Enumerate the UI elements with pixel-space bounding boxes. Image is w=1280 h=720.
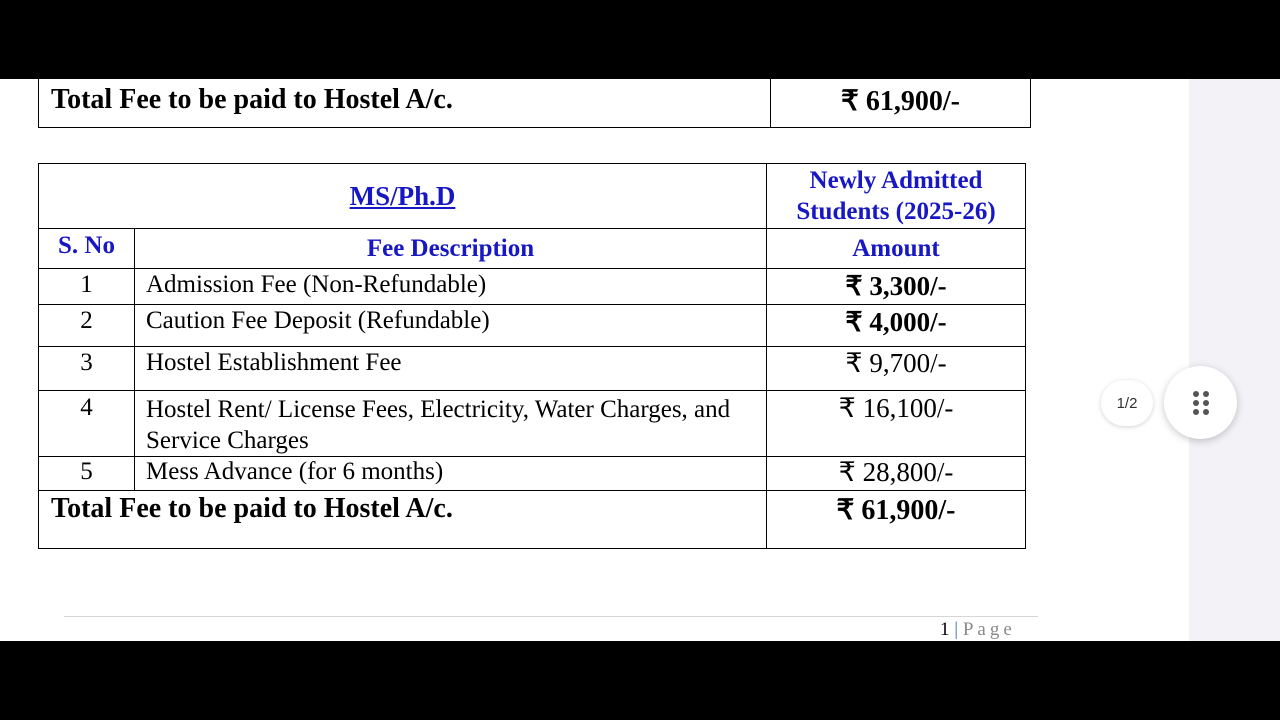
table-row: [39, 347, 1026, 391]
amount-cell: ₹ 4,000/-: [767, 305, 1026, 347]
total-label: Total Fee to be paid to Hostel A/c.: [39, 79, 771, 128]
amount-cell: ₹ 28,800/-: [767, 457, 1026, 491]
page-separator: |: [954, 619, 959, 640]
total-amount: ₹ 61,900/-: [767, 491, 1026, 549]
document-page: [0, 79, 1189, 641]
viewer-menu-button[interactable]: [1164, 366, 1237, 439]
program-header-cell: [39, 164, 767, 229]
page-footer: [940, 619, 1016, 641]
document-viewer[interactable]: [0, 79, 1280, 641]
table-row: [39, 491, 1026, 549]
amount-cell: ₹ 16,100/-: [767, 391, 1026, 457]
table-row: [39, 164, 1026, 229]
sno-cell: 4: [39, 391, 135, 457]
table-row: [39, 79, 1031, 128]
sno-header: S. No: [39, 229, 135, 269]
viewer-side-panel: [1189, 79, 1280, 641]
table-row: [39, 229, 1026, 269]
description-cell: Hostel Establishment Fee: [135, 347, 767, 391]
previous-fee-table: [38, 79, 1031, 128]
page-indicator[interactable]: 1/2: [1101, 380, 1153, 426]
description-cell: Mess Advance (for 6 months): [135, 457, 767, 491]
total-label: Total Fee to be paid to Hostel A/c.: [39, 491, 767, 549]
description-cell: Caution Fee Deposit (Refundable): [135, 305, 767, 347]
description-cell: Hostel Rent/ License Fees, Electricity, Water Charges, and Service Charges: [135, 391, 767, 457]
table-row: [39, 305, 1026, 347]
table-row: [39, 457, 1026, 491]
page-word: Page: [962, 619, 1016, 640]
amount-cell: ₹ 9,700/-: [767, 347, 1026, 391]
amount-header: Amount: [767, 229, 1026, 269]
grip-dots-icon: [1192, 390, 1210, 416]
sno-cell: 5: [39, 457, 135, 491]
description-cell: Admission Fee (Non-Refundable): [135, 269, 767, 305]
msphd-fee-table: [38, 163, 1026, 549]
description-header: Fee Description: [135, 229, 767, 269]
sno-cell: 2: [39, 305, 135, 347]
total-amount: ₹ 61,900/-: [771, 79, 1031, 128]
table-row: [39, 391, 1026, 457]
amount-cell: ₹ 3,300/-: [767, 269, 1026, 305]
footer-divider: [64, 616, 1038, 617]
table-row: [39, 269, 1026, 305]
category-header: Newly Admitted Students (2025-26): [767, 164, 1026, 229]
program-title: MS/Ph.D: [349, 180, 456, 211]
sno-cell: 3: [39, 347, 135, 391]
sno-cell: 1: [39, 269, 135, 305]
page-number: 1: [940, 619, 950, 640]
